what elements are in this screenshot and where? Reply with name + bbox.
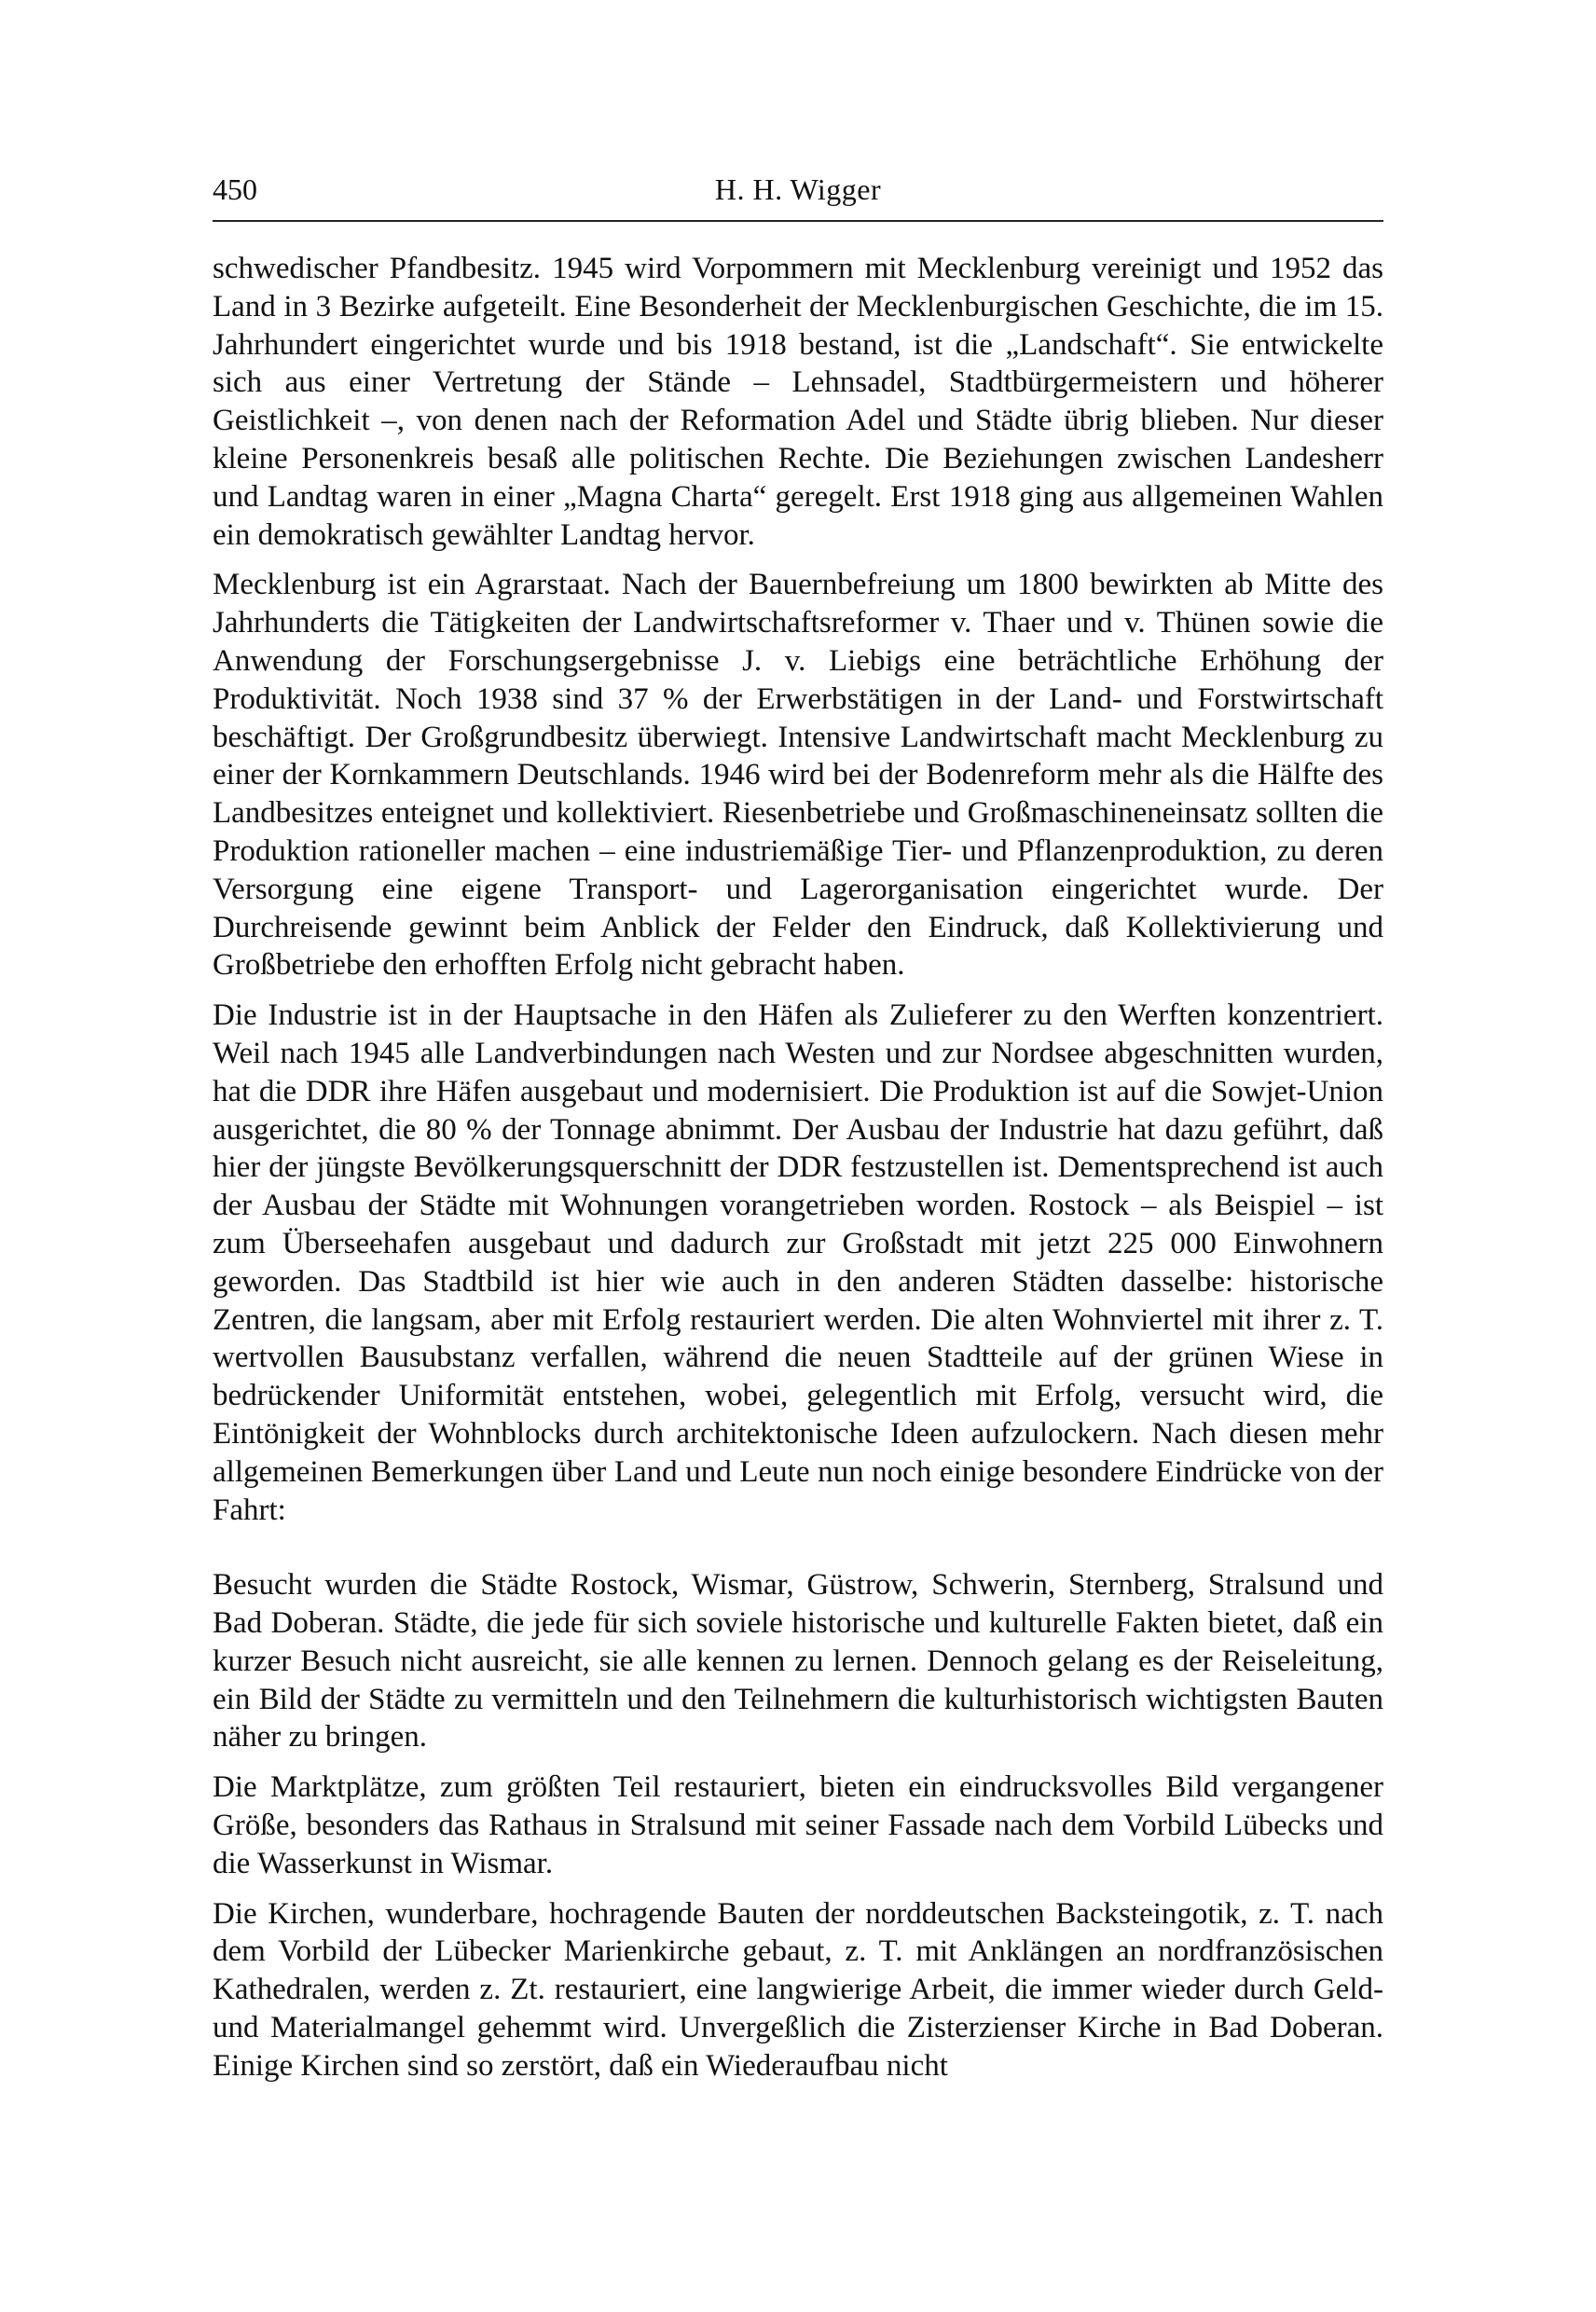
paragraph-market-squares: Die Marktplätze, zum größten Teil restauriert, bieten ein eindrucksvolles Bild vergangener Größe, besonders das Rathaus in Stralsund mit seiner Fassade nach dem Vorbild Lübecks und die Wasserkunst in Wismar.	[213, 1770, 1383, 1880]
page-number: 450	[213, 172, 257, 206]
running-head	[213, 171, 1383, 208]
paragraph-agriculture: Mecklenburg ist ein Agrarstaat. Nach der Bauernbefreiung um 1800 bewirkten ab Mitte des Jahrhunderts die Tätigkeiten der Landwirtschaftsreformer v. Thaer und v. Thünen sowie die Anwendung der Forschungsergebnisse J. v. Liebigs eine beträchtliche Erhöhung der Produktivität. Noch 1938 sind 37 % der Erwerbstätigen in der Land- und Forstwirtschaft beschäftigt. Der Großgrundbesitz überwiegt. Intensive Landwirtschaft macht Mecklenburg zu einer der Kornkammern Deutschlands. 1946 wird bei der Bodenreform mehr als die Hälfte des Landbesitzes enteignet und kollektiviert. Riesenbetriebe und Großmaschineneinsatz sollten die Produktion rationeller machen – eine industriemäßige Tier- und Pflanzenproduktion, zu deren Versorgung eine eigene Transport- und Lagerorganisation eingerichtet wurde. Der Durchreisende gewinnt beim Anblick der Felder den Eindruck, daß Kollektivierung und Großbetriebe den erhofften Erfolg nicht gebracht haben.	[213, 568, 1383, 983]
paragraph-history: schwedischer Pfandbesitz. 1945 wird Vorpommern mit Mecklenburg vereinigt und 1952 das Land in 3 Bezirke aufgeteilt. Eine Besonderheit der Mecklenburgischen Geschichte, die im 15. Jahrhundert eingerichtet wurde und bis 1918 bestand, ist die „Landschaft“. Sie entwickelte sich aus einer Vertretung der Stände – Lehnsadel, Stadtbürgermeistern und höherer Geistlichkeit –, von denen nach der Reformation Adel und Städte übrig blieben. Nur dieser kleine Personenkreis besaß alle politischen Rechte. Die Beziehungen zwischen Landesherr und Landtag waren in einer „Magna Charta“ geregelt. Erst 1918 ging aus allgemeinen Wahlen ein demokratisch gewählter Landtag hervor.	[213, 252, 1383, 552]
header-rule	[213, 220, 1383, 222]
running-title-author: H. H. Wigger	[714, 172, 882, 206]
paragraph-industry: Die Industrie ist in der Hauptsache in den Häfen als Zulieferer zu den Werften konzentriert. Weil nach 1945 alle Landverbindungen nach Westen und zur Nordsee abgeschnitten wurden, hat die DDR ihre Häfen ausgebaut und modernisiert. Die Produktion ist auf die Sowjet-Union ausgerichtet, die 80 % der Tonnage abnimmt. Der Ausbau der Industrie hat dazu geführt, daß hier der jüngste Bevölkerungsquerschnitt der DDR festzustellen ist. Dementsprechend ist auch der Ausbau der Städte mit Wohnungen vorangetrieben worden. Rostock – als Beispiel – ist zum Überseehafen ausgebaut und dadurch zur Großstadt mit jetzt 225 000 Einwohnern geworden. Das Stadtbild ist hier wie auch in den anderen Städten dasselbe: historische Zentren, die langsam, aber mit Erfolg restauriert werden. Die alten Wohnviertel mit ihrer z. T. wertvollen Bausubstanz verfallen, während die neuen Stadtteile auf der grünen Wiese in bedrückender Uniformität entstehen, wobei, gelegentlich mit Erfolg, versucht wird, die Eintönigkeit der Wohnblocks durch architektonische Ideen aufzulockern. Nach diesen mehr allgemeinen Bemerkungen über Land und Leute nun noch einige besondere Eindrücke von der Fahrt:	[213, 998, 1383, 1527]
paragraph-cities-visited: Besucht wurden die Städte Rostock, Wismar, Güstrow, Schwerin, Sternberg, Stralsund und Bad Doberan. Städte, die jede für sich soviele historische und kulturelle Fakten bietet, daß ein kurzer Besuch nicht ausreicht, sie alle kennen zu lernen. Dennoch gelang es der Reiseleitung, ein Bild der Städte zu vermitteln und den Teilnehmern die kulturhistorisch wichtigsten Bauten näher zu bringen.	[213, 1568, 1383, 1755]
body-text	[213, 250, 1383, 2085]
paragraph-churches: Die Kirchen, wunderbare, hochragende Bauten der norddeutschen Backsteingotik, z. T. nach dem Vorbild der Lübecker Marienkirche gebaut, z. T. mit Anklängen an nordfranzösischen Kathedralen, werden z. Zt. restauriert, eine langwierige Arbeit, die immer wieder durch Geld- und Materialmangel gehemmt wird. Unvergeßlich die Zisterzienser Kirche in Bad Doberan. Einige Kirchen sind so zerstört, daß ein Wiederaufbau nicht	[213, 1896, 1383, 2083]
